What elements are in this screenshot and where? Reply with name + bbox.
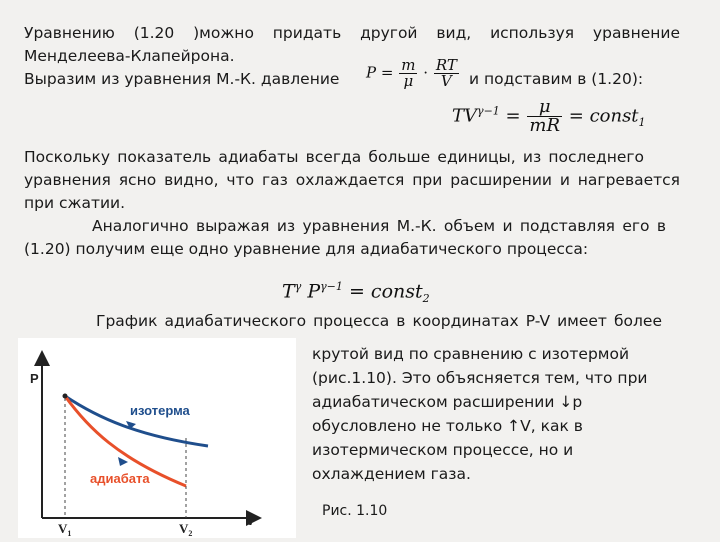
formula-exponent: γ−1: [477, 104, 500, 118]
formula-symbol: T: [452, 105, 465, 127]
formula-symbol: μ: [527, 98, 562, 117]
figure-caption: Рис. 1.10: [322, 503, 388, 519]
text-line: Поскольку показатель адиабаты всегда больше единицы, из последнего: [24, 148, 644, 166]
formula-symbol: const: [370, 280, 423, 303]
text-line: адиабатическом расширении ↓р: [312, 393, 583, 411]
formula-symbol: =: [348, 280, 365, 303]
text-line: обусловлено не только ↑V, как в: [312, 417, 583, 435]
text-line: уравнения ясно видно, что газ охлаждается при расширении и нагревается: [24, 171, 680, 189]
formula-tp: [282, 280, 430, 305]
text-line: изотермическом процессе, но и: [312, 441, 574, 459]
formula-symbol: =: [568, 105, 584, 127]
text-line: Уравнению (1.20 )можно придать другой вид, используя уравнение: [24, 24, 680, 42]
formula-symbol: ·: [423, 63, 429, 82]
formula-symbol: mR: [529, 115, 560, 136]
v2-label: $V_2$: [179, 521, 193, 538]
formula-symbol: =: [380, 63, 394, 82]
formula-symbol: P: [366, 63, 377, 82]
formula-exponent: γ−1: [320, 280, 343, 293]
text-line: при сжатии.: [24, 194, 126, 212]
isotherm-label: изотерма: [130, 403, 190, 418]
formula-symbol: V: [464, 105, 478, 127]
text-line: охлаждением газа.: [312, 465, 471, 483]
text-line: крутой вид по сравнению с изотермой: [312, 345, 630, 363]
formula-symbol: V: [440, 72, 452, 90]
formula-exponent: γ: [294, 280, 302, 293]
text-line: Аналогично выражая из уравнения М.-К. объем и подставляя его в: [92, 217, 666, 235]
formula-subscript: 1: [638, 116, 646, 130]
start-point: [63, 394, 68, 399]
formula-tv: [452, 98, 646, 135]
formula-symbol: P: [307, 280, 321, 303]
formula-symbol: μ: [403, 72, 414, 90]
pv-graph: [18, 338, 296, 538]
v1-label: $V_1$: [58, 521, 72, 538]
text-line: График адиабатического процесса в координатах P-V имеет более: [96, 312, 662, 330]
formula-pressure: [366, 58, 460, 89]
x-axis-label: V: [246, 513, 255, 528]
text-line: Менделеева-Клапейрона.: [24, 47, 235, 65]
formula-symbol: RT: [435, 56, 457, 74]
formula-symbol: m: [401, 56, 416, 74]
adiabat-label: адиабата: [90, 471, 150, 486]
y-axis-label: P: [30, 371, 39, 386]
fraction: [434, 58, 459, 89]
pv-graph-svg: [18, 338, 296, 538]
text-line: Выразим из уравнения М.-К. давление: [24, 70, 340, 88]
fraction: [399, 58, 417, 89]
formula-symbol: const: [589, 105, 639, 127]
formula-symbol: =: [505, 105, 521, 127]
text-line: и подставим в (1.20):: [469, 70, 644, 88]
adiabat-arrow-icon: [118, 457, 128, 466]
formula-subscript: 2: [422, 292, 430, 306]
formula-symbol: T: [282, 280, 295, 303]
text-line: (рис.1.10). Это объясняется тем, что при: [312, 369, 648, 387]
text-line: (1.20) получим еще одно уравнение для адиабатического процесса:: [24, 240, 589, 258]
fraction: [527, 98, 562, 135]
